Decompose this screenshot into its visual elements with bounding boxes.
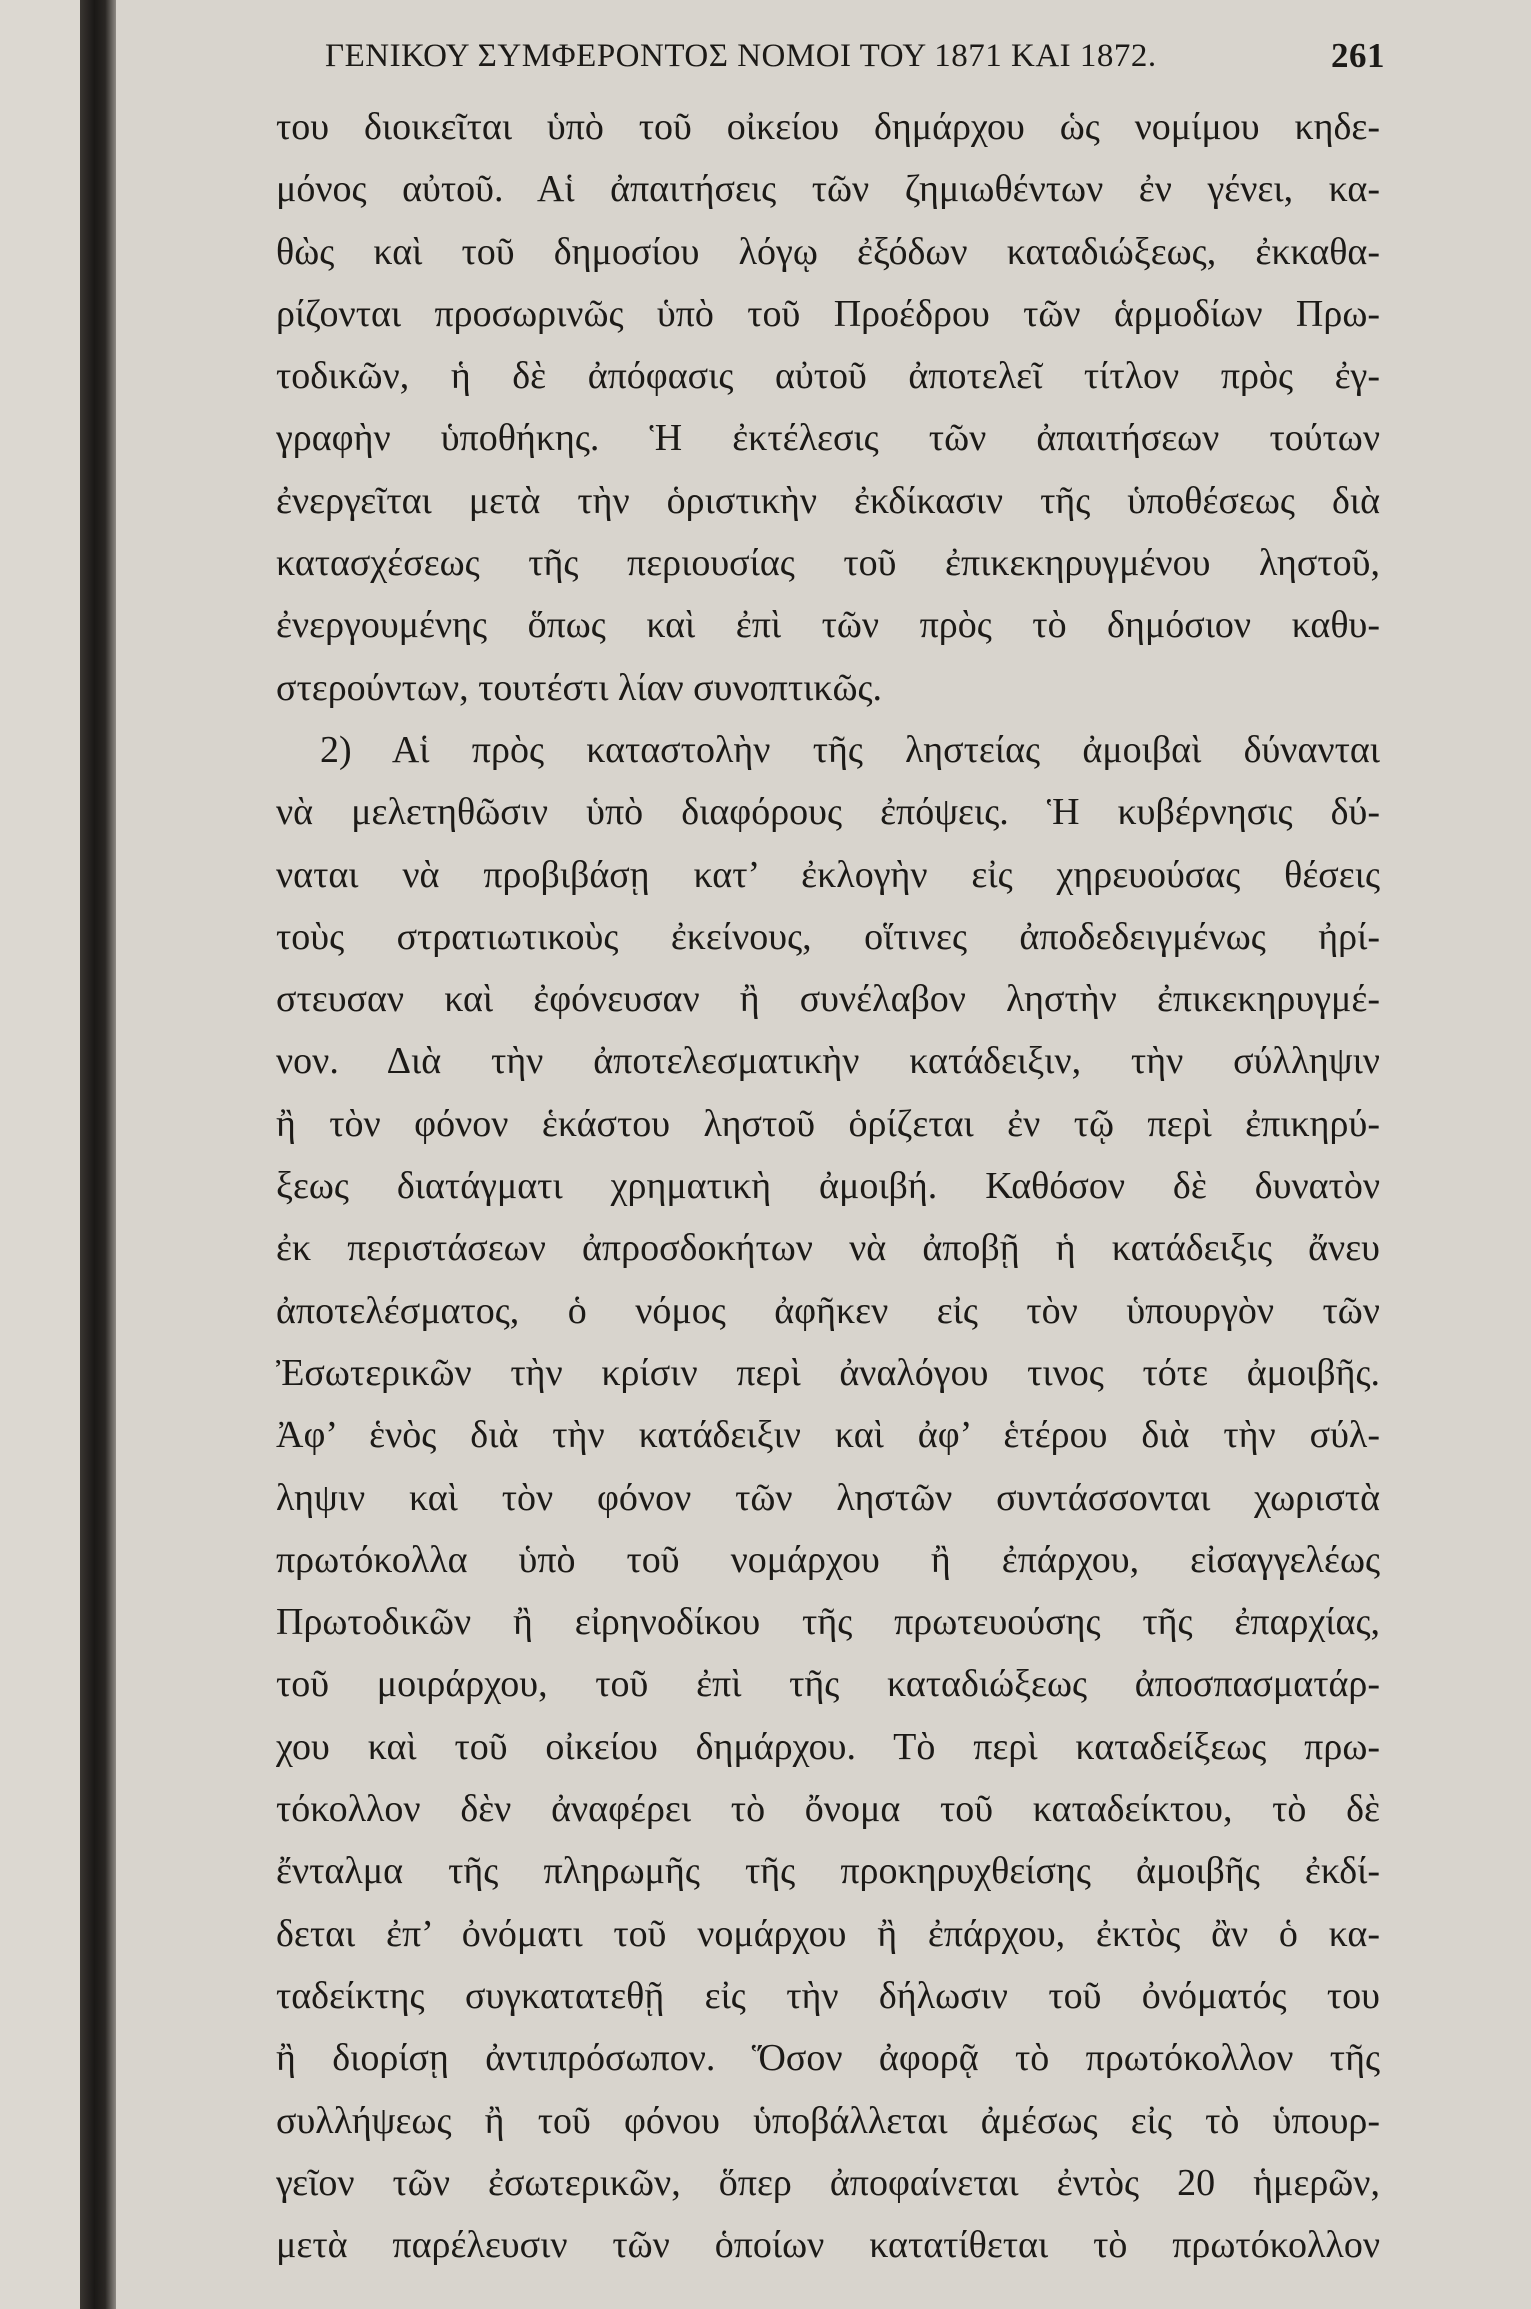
text-line: θὼς καὶ τοῦ δημοσίου λόγῳ ἐξόδων καταδιώξεως, ἐκκαθα- — [276, 230, 1380, 273]
text-line: του διοικεῖται ὑπὸ τοῦ οἰκείου δημάρχου ὡς νομίμου κηδε- — [276, 106, 1380, 148]
text-line: 2) Αἱ πρὸς καταστολὴν τῆς ληστείας ἀμοιβαὶ δύνανται — [320, 728, 1380, 771]
text-line: ἐνεργεῖται μετὰ τὴν ὁριστικὴν ἐκδίκασιν τῆς ὑποθέσεως διὰ — [276, 479, 1380, 522]
page-number: 261 — [1331, 36, 1385, 75]
text-line: συλλήψεως ἢ τοῦ φόνου ὑποβάλλεται ἀμέσως εἰς τὸ ὑπουρ- — [276, 2099, 1380, 2142]
text-line: τοδικῶν, ἡ δὲ ἀπόφασις αὐτοῦ ἀποτελεῖ τίτλον πρὸς ἐγ- — [276, 355, 1380, 398]
text-line: δεται ἐπ’ ὀνόματι τοῦ νομάρχου ἢ ἐπάρχου, ἐκτὸς ἂν ὁ κα- — [276, 1912, 1380, 1955]
text-line: μόνος αὐτοῦ. Αἱ ἀπαιτήσεις τῶν ζημιωθέντων ἐν γένει, κα- — [276, 168, 1380, 211]
text-line: ἢ τὸν φόνον ἑκάστου ληστοῦ ὁρίζεται ἐν τῷ περὶ ἐπικηρύ- — [276, 1102, 1380, 1145]
text-line: ταδείκτης συγκατατεθῇ εἰς τὴν δήλωσιν τοῦ ὀνόματός του — [276, 1974, 1380, 2017]
text-line: ξεως διατάγματι χρηματικὴ ἀμοιβή. Καθόσον δὲ δυνατὸν — [276, 1165, 1380, 1208]
text-line: νὰ μελετηθῶσιν ὑπὸ διαφόρους ἐπόψεις. Ἡ κυβέρνησις δύ- — [276, 791, 1380, 834]
text-line: γεῖον τῶν ἐσωτερικῶν, ὅπερ ἀποφαίνεται ἐντὸς 20 ἡμερῶν, — [276, 2161, 1380, 2204]
text-line: ἐκ περιστάσεων ἀπροσδοκήτων νὰ ἀποβῇ ἡ κατάδειξις ἄνευ — [276, 1227, 1380, 1270]
text-line: ἔνταλμα τῆς πληρωμῆς τῆς προκηρυχθείσης ἀμοιβῆς ἐκδί- — [276, 1850, 1380, 1893]
text-line: μετὰ παρέλευσιν τῶν ὁποίων κατατίθεται τὸ πρωτόκολλον — [276, 2224, 1380, 2267]
text-line: ἀποτελέσματος, ὁ νόμος ἀφῆκεν εἰς τὸν ὑπουργὸν τῶν — [276, 1289, 1380, 1332]
text-line: στευσαν καὶ ἐφόνευσαν ἢ συνέλαβον ληστὴν ἐπικεκηρυγμέ- — [276, 978, 1380, 1021]
book-binding-edge — [0, 0, 115, 2309]
text-line: πρωτόκολλα ὑπὸ τοῦ νομάρχου ἢ ἐπάρχου, εἰσαγγελέως — [276, 1538, 1380, 1581]
text-line: Ἀφ’ ἑνὸς διὰ τὴν κατάδειξιν καὶ ἀφ’ ἑτέρου διὰ τὴν σύλ- — [276, 1414, 1380, 1457]
running-title: ΓΕΝΙΚΟΥ ΣΥΜΦΕΡΟΝΤΟΣ ΝΟΜΟΙ ΤΟΥ 1871 ΚΑΙ 1872. — [325, 38, 1157, 74]
binding-shadow — [80, 0, 116, 2309]
text-line: τοὺς στρατιωτικοὺς ἐκείνους, οἵτινες ἀποδεδειγμένως ἠρί- — [276, 915, 1380, 958]
text-line: τοῦ μοιράρχου, τοῦ ἐπὶ τῆς καταδιώξεως ἀποσπασματάρ- — [276, 1663, 1380, 1706]
text-line: Ἐσωτερικῶν τὴν κρίσιν περὶ ἀναλόγου τινος τότε ἀμοιβῆς. — [276, 1351, 1380, 1394]
text-line: ἐνεργουμένης ὅπως καὶ ἐπὶ τῶν πρὸς τὸ δημόσιον καθυ- — [276, 604, 1380, 647]
text-line: χου καὶ τοῦ οἰκείου δημάρχου. Τὸ περὶ καταδείξεως πρω- — [276, 1725, 1380, 1768]
text-line: ἢ διορίσῃ ἀντιπρόσωπον. Ὅσον ἀφορᾷ τὸ πρωτόκολλον τῆς — [276, 2037, 1380, 2080]
running-header — [325, 26, 1385, 86]
text-line: ρίζονται προσωρινῶς ὑπὸ τοῦ Προέδρου τῶν ἁρμοδίων Πρω- — [276, 292, 1380, 335]
text-line: Πρωτοδικῶν ἢ εἰρηνοδίκου τῆς πρωτευούσης τῆς ἐπαρχίας, — [276, 1601, 1380, 1644]
text-line: νον. Διὰ τὴν ἀποτελεσματικὴν κατάδειξιν, τὴν σύλληψιν — [276, 1040, 1380, 1083]
text-line: ληψιν καὶ τὸν φόνον τῶν ληστῶν συντάσσονται χωριστὰ — [276, 1476, 1380, 1519]
text-line: γραφὴν ὑποθήκης. Ἡ ἐκτέλεσις τῶν ἀπαιτήσεων τούτων — [276, 417, 1380, 460]
text-line: κατασχέσεως τῆς περιουσίας τοῦ ἐπικεκηρυγμένου ληστοῦ, — [276, 542, 1380, 585]
text-line: ναται νὰ προβιβάσῃ κατ’ ἐκλογὴν εἰς χηρευούσας θέσεις — [276, 853, 1380, 896]
body-text — [276, 96, 1380, 2276]
text-line: στερούντων, τουτέστι λίαν συνοπτικῶς. — [276, 666, 883, 709]
text-line: τόκολλον δὲν ἀναφέρει τὸ ὄνομα τοῦ καταδείκτου, τὸ δὲ — [276, 1788, 1380, 1831]
